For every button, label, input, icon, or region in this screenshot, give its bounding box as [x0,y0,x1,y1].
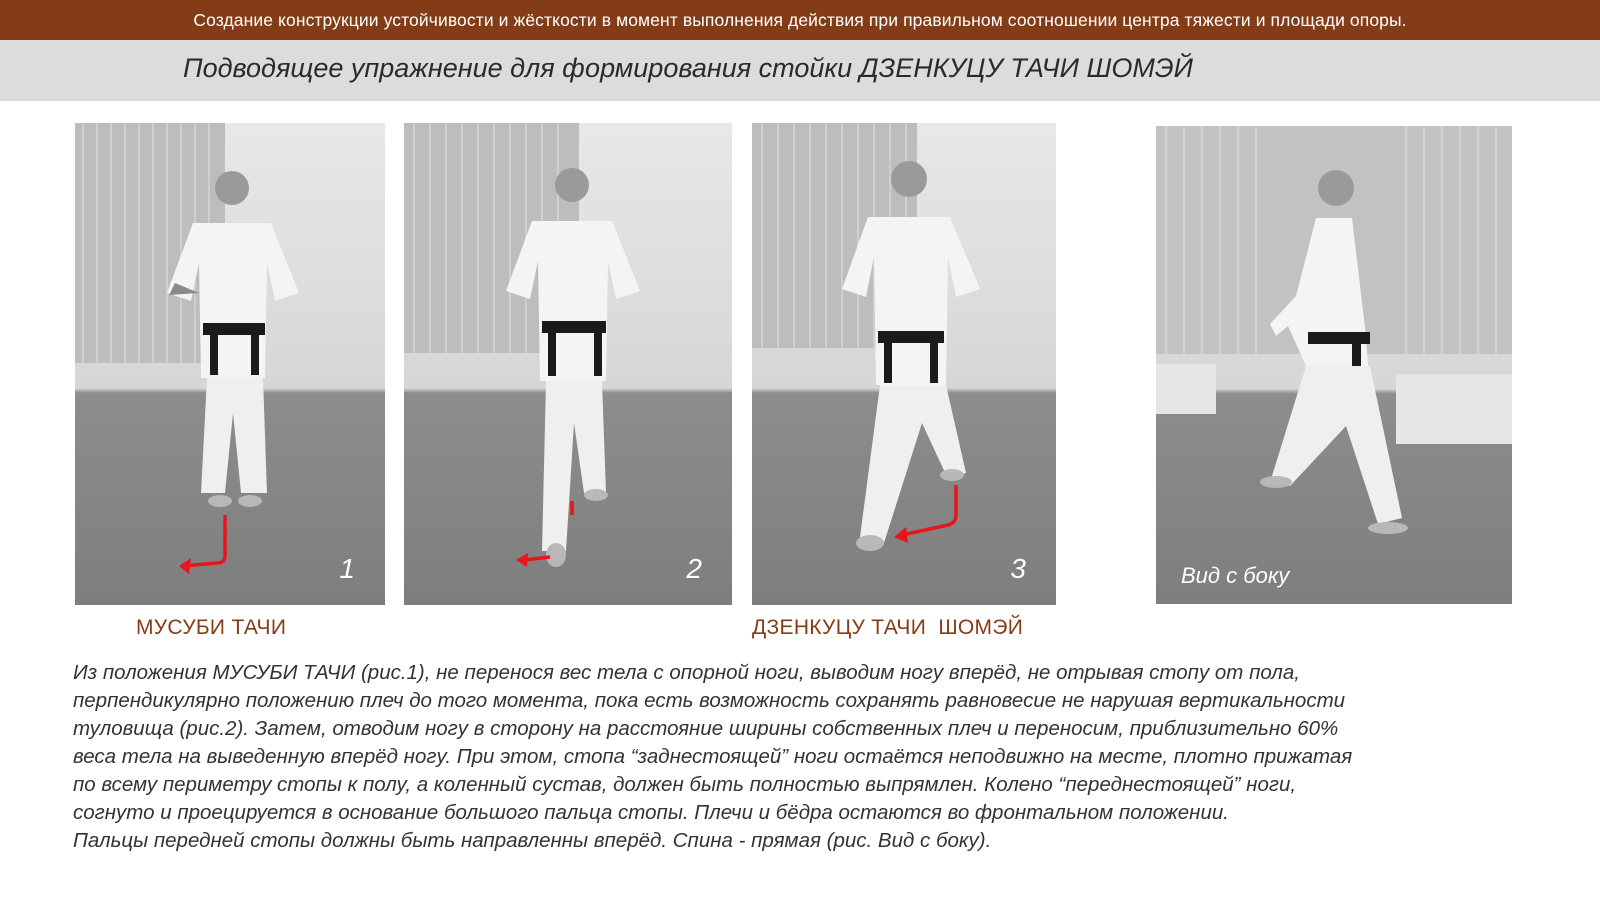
description-line: по всему периметру стопы к полу, а коленный сустав, должен быть полностью выпрямлен. Колено “переднестоящей” ноги, [73,773,1297,796]
description-line: согнуто и проецируется в основание большого пальца стопы. Плечи и бёдра остаются во фронтальном положении. [73,801,1229,824]
arrow-1 [75,123,385,605]
description-line: веса тела на выведенную вперёд ногу. При этом, стопа “заднестоящей” ноги остаётся неподвижно на месте, плотно прижатая [73,745,1353,768]
photo-number: 1 [339,553,355,584]
description-line: Пальцы передней стопы должны быть направленны вперёд. Спина - прямая (рис. Вид с боку). [73,829,992,852]
photo-caption-side-view: Вид с боку [1181,563,1290,588]
photo-number: 2 [686,553,702,584]
title-bar [0,40,1600,101]
top-banner [0,0,1600,40]
stance-label-musubi-tachi: МУСУБИ ТАЧИ [136,616,287,639]
page-title: Подводящее упражнение для формирования стойки ДЗЕНКУЦУ ТАЧИ ШОМЭЙ [183,53,1193,83]
figure-side-view [1156,126,1512,604]
photo-3-zenkutsu-tachi-shomei [752,123,1056,605]
photo-4-side-view [1156,126,1512,604]
photo-number: 3 [1010,553,1026,584]
arrow-2 [404,123,732,605]
arrow-3 [752,123,1056,605]
description-line: Из положения МУСУБИ ТАЧИ (рис.1), не перенося вес тела с опорной ноги, выводим ногу вперёд, не отрывая стопу от пола, [73,661,1300,684]
banner-text: Создание конструкции устойчивости и жёсткости в момент выполнения действия при правильном соотношении центра тяжести и площади опоры. [193,9,1407,30]
description-text [73,659,1583,855]
photo-1-musubi-tachi [75,123,385,605]
description-line: туловища (рис.2). Затем, отводим ногу в сторону на расстояние ширины собственных плеч и переносим, приблизительно 60% [73,717,1339,740]
stance-label-zenkutsu-tachi-shomei: ДЗЕНКУЦУ ТАЧИ ШОМЭЙ [752,616,1024,639]
photo-2-step-forward [404,123,732,605]
description-line: перпендикулярно положению плеч до того момента, пока есть возможность сохранять равновесие не нарушая вертикальности [73,689,1346,712]
